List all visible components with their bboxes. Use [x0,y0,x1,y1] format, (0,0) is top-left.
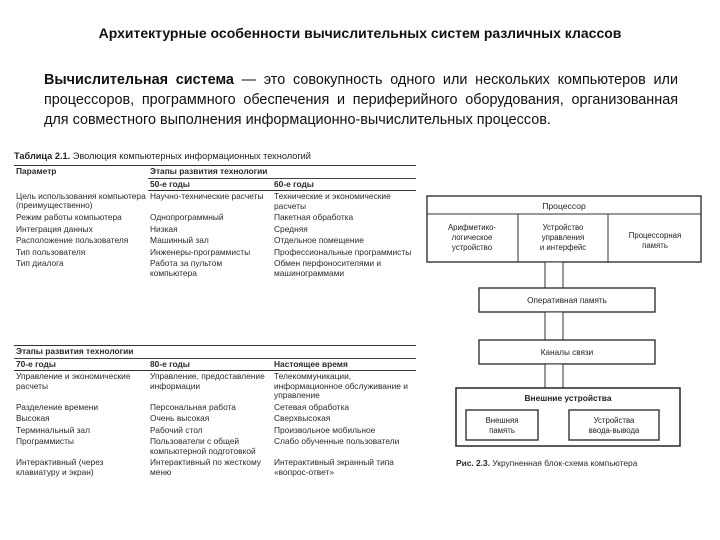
table2-row [14,402,416,414]
table1-cell-50: Однопрограммный [150,212,224,222]
table2-cell-now: Произвольное мобильное [274,424,376,435]
table2-cell-80: Персональная работа [150,401,236,412]
io-label-2: ввода-вывода [588,426,640,435]
channels-label: Каналы связи [540,348,594,357]
table2-cell-70: Высокая [16,413,50,423]
table1-cell-param: Интеграция данных [16,223,93,234]
external-memory-label-1: Внешняя [485,416,519,425]
table2-cell-70: Разделение времени [16,401,99,412]
table2-cell-80: Управление, предоставление информации [150,371,265,391]
table2-row [14,457,416,478]
alu-label-3: устройство [451,243,493,252]
external-memory-block [466,410,538,440]
table1-cell-60: Пакетная обработка [274,212,354,222]
table1-row [14,247,416,259]
external-memory-label-2: память [489,426,515,435]
table2-cell-80: Очень высокая [150,413,210,423]
table1-caption-num: Таблица 2.1. [14,151,71,161]
table1-cell-60: Профессиональные программисты [274,246,412,257]
cpu-memory-label-1: Процессорная [628,231,682,240]
control-label-2: управления [541,233,585,242]
definition-paragraph [44,70,678,130]
slide-title: Архитектурные особенности вычислительных систем различных классов [98,25,622,41]
evolution-table-part2 [14,345,416,478]
table1-row [14,258,416,279]
table2-cell-70: Интерактивный (через клавиатуру и экран) [16,457,104,477]
table2-cell-80: Пользователи с общей компьютерной подготовкой [150,436,256,456]
alu-label-2: логическое [451,233,493,242]
io-label-1: Устройства [593,416,635,425]
table2-cell-70: Управление и экономические расчеты [16,371,131,391]
control-label-1: Устройство [542,223,584,232]
control-label-3: и интерфейс [539,243,587,252]
table2-col-80: 80-е годы [148,358,272,371]
table1-cell-param: Тип диалога [16,258,64,268]
io-devices-block [569,410,659,440]
figure-caption [456,458,718,468]
figure-num: Рис. 2.3. [456,458,491,468]
definition-term: Вычислительная система [44,72,234,88]
table1-stages-header: Этапы развития технологии [148,166,416,179]
table2-cell-now: Телекоммуникации, информационное обслуживание и управление [274,371,408,400]
computer-block-diagram [424,190,714,452]
table1-cell-50: Научно-технические расчеты [150,191,264,201]
table1-cell-60: Отдельное помещение [274,235,364,245]
table2-cell-70: Программисты [16,436,74,446]
table2-row [14,425,416,437]
cpu-memory-label-2: память [642,241,668,250]
table2-cell-now: Интерактивный экранный типа «вопрос-ответ» [274,457,394,477]
table1-cell-50: Работа за пультом компьютера [150,258,223,278]
table1-row [14,212,416,224]
ram-label: Оперативная память [527,296,607,305]
table2-row [14,413,416,425]
table1-cell-50: Низкая [150,223,178,234]
table2-cell-now: Слабо обученные пользователи [274,436,400,446]
table1-caption [14,152,311,162]
table1-cell-60: Средняя [274,223,308,234]
table1-row [14,235,416,247]
table2-cell-70: Терминальный зал [16,424,90,435]
table2-col-now: Настоящее время [272,358,416,371]
table2-cell-80: Интерактивный по жесткому меню [150,457,261,477]
table1-param-header: Параметр [14,166,148,191]
table1-caption-text: Эволюция компьютерных информационных технологий [72,151,311,161]
table1-cell-param: Цель использования компьютера (преимущественно) [16,190,146,210]
table1-col-60: 60-е годы [272,178,416,191]
definition-text: — это совокупность одного или нескольких компьютеров или процессоров, программного обеспечения и периферийного оборудования, организованная для совместного выполнения информационно-вычислительных процессов. [44,72,678,128]
table1-cell-param: Тип пользователя [16,246,86,257]
table2-cell-now: Сверхвысокая [274,413,331,423]
table1-row [14,224,416,236]
table2-row [14,436,416,457]
table2-row [14,371,416,402]
table1-cell-50: Машинный зал [150,235,209,245]
alu-label-1: Арифметико- [447,223,497,232]
table1-cell-60: Технические и экономические расчеты [274,191,391,211]
figure-text: Укрупненная блок-схема компьютера [490,458,638,468]
table2-stages-header: Этапы развития технологии [14,346,416,359]
table1-col-50: 50-е годы [148,178,272,191]
table2-cell-now: Сетевая обработка [274,401,350,412]
table1-row [14,191,416,213]
table1-cell-50: Инженеры-программисты [150,246,251,257]
external-devices-label: Внешние устройства [524,393,612,403]
evolution-table-part1 [14,165,416,279]
table1-cell-param: Режим работы компьютера [16,212,122,222]
table1-cell-param: Расположение пользователя [16,235,129,245]
table2-cell-80: Рабочий стол [150,424,203,435]
table2-col-70: 70-е годы [14,358,148,371]
processor-label: Процессор [542,201,586,211]
table1-cell-60: Обмен перфоносителями и машинограммами [274,258,382,278]
